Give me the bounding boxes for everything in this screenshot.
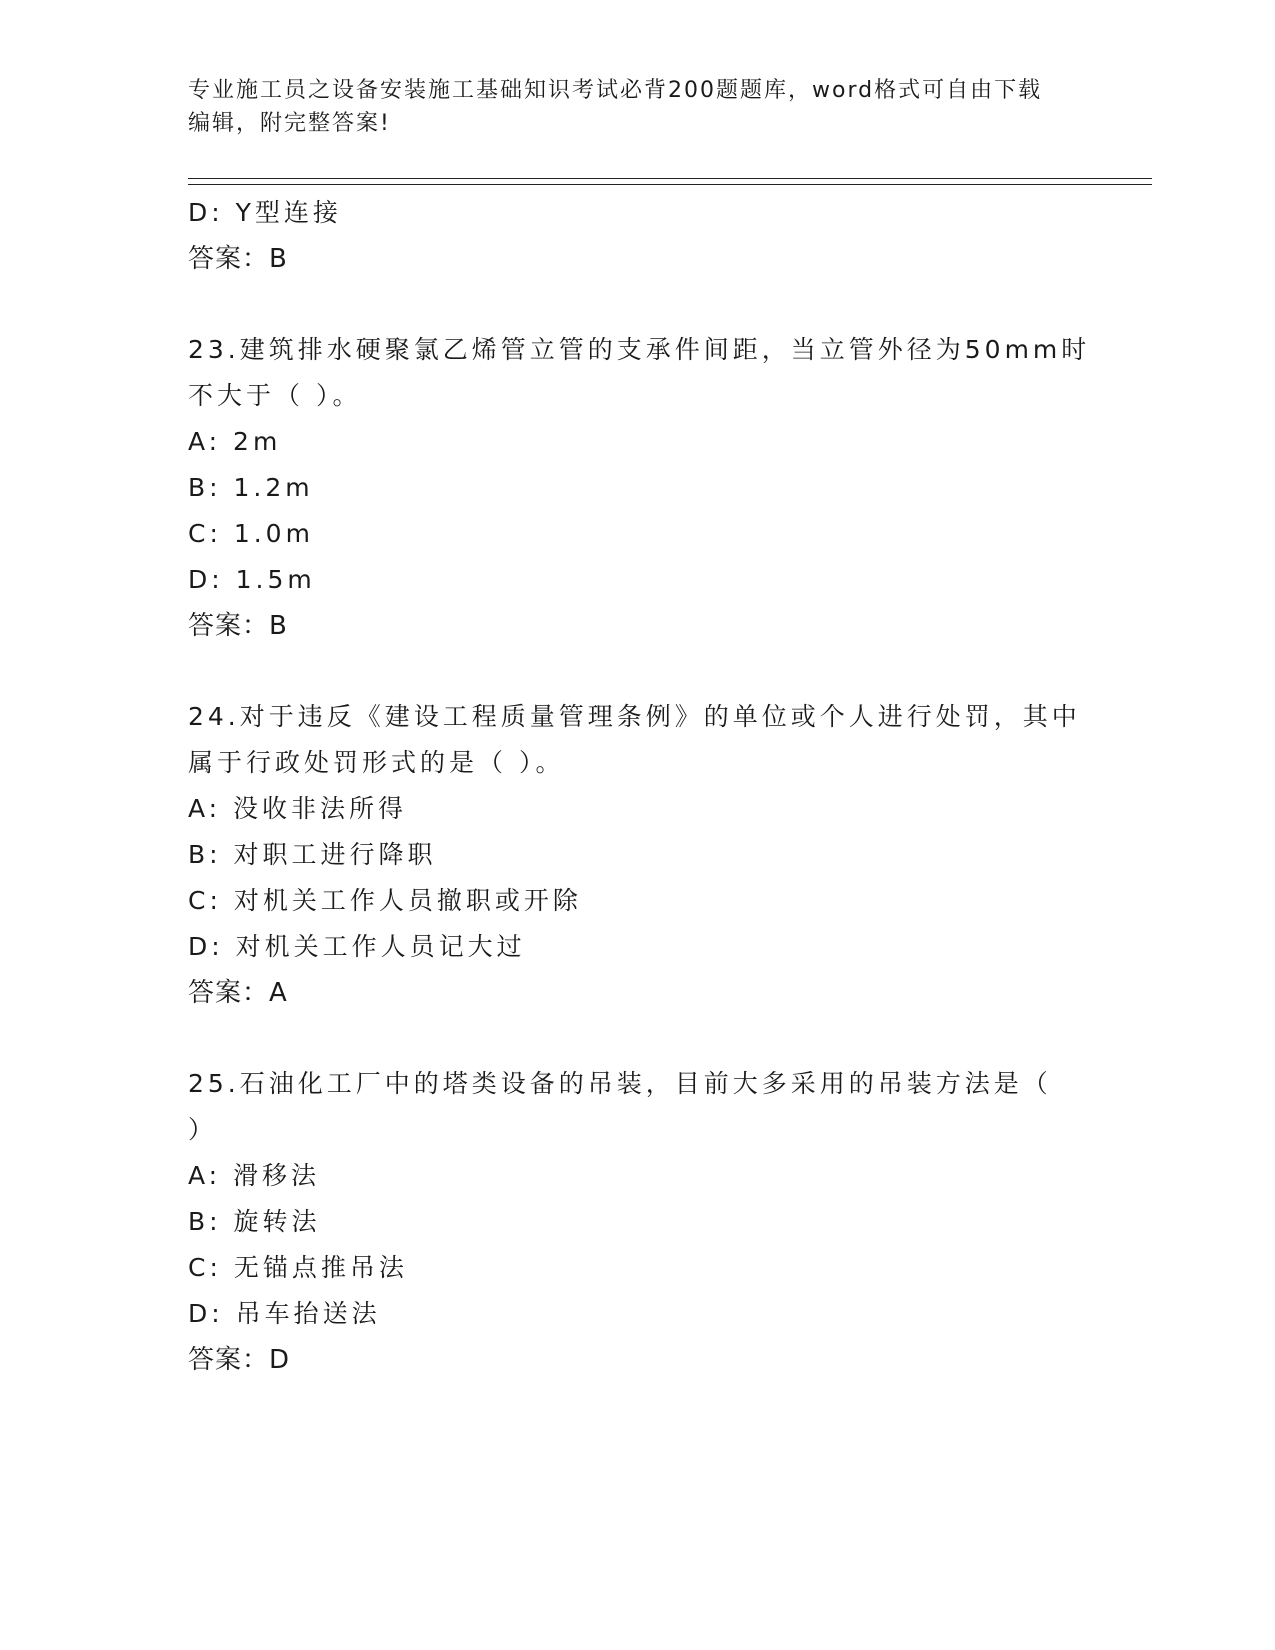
question-block-25 <box>188 1061 1088 1383</box>
question-text-line-1: 23.建筑排水硬聚氯乙烯管立管的支承件间距，当立管外径为50mm时 <box>188 335 1091 364</box>
question-text-line-2: ） <box>188 1115 218 1144</box>
option-b: B: 1.2m <box>188 473 314 502</box>
answer-line: 答案：B <box>188 611 288 641</box>
question-spacer <box>188 649 1088 694</box>
question-list <box>188 190 1091 1383</box>
question-block-24 <box>188 694 1088 1016</box>
option-a: A: 2m <box>188 427 282 456</box>
question-block-23 <box>188 327 1091 649</box>
option-c: C: 1.0m <box>188 519 314 548</box>
header-title-line-1: 专业施工员之设备安装施工基础知识考试必背200题题库，word格式可自由下载 <box>188 78 1043 103</box>
answer-line: 答案：B <box>188 244 288 274</box>
answer-line: 答案：D <box>188 1345 291 1375</box>
answer-line: 答案：A <box>188 978 288 1008</box>
option-c: C: 无锚点推吊法 <box>188 1253 408 1282</box>
question-text-line-2: 不大于（ ）。 <box>188 381 362 410</box>
option-b: B: 对职工进行降职 <box>188 840 437 869</box>
option-c: C: 对机关工作人员撤职或开除 <box>188 886 582 915</box>
option-d: D: Y型连接 <box>188 198 342 227</box>
header-divider-top <box>188 178 1152 179</box>
question-spacer <box>188 1016 1088 1061</box>
question-text-line-1: 24.对于违反《建设工程质量管理条例》的单位或个人进行处罚，其中 <box>188 702 1081 731</box>
option-b: B: 旋转法 <box>188 1207 321 1236</box>
question-spacer <box>188 282 1088 327</box>
option-d: D: 1.5m <box>188 565 316 594</box>
header-divider-bottom <box>188 184 1152 185</box>
option-d: D: 对机关工作人员记大过 <box>188 932 526 961</box>
question-block-22-tail <box>188 190 1088 282</box>
option-d: D: 吊车抬送法 <box>188 1299 381 1328</box>
question-text-line-1: 25.石油化工厂中的塔类设备的吊装，目前大多采用的吊装方法是（ <box>188 1069 1052 1098</box>
document-header <box>188 74 1088 140</box>
question-text-line-2: 属于行政处罚形式的是（ ）。 <box>188 748 565 777</box>
option-a: A: 滑移法 <box>188 1161 321 1190</box>
header-title-line-2: 编辑，附完整答案! <box>188 111 391 136</box>
option-a: A: 没收非法所得 <box>188 794 408 823</box>
